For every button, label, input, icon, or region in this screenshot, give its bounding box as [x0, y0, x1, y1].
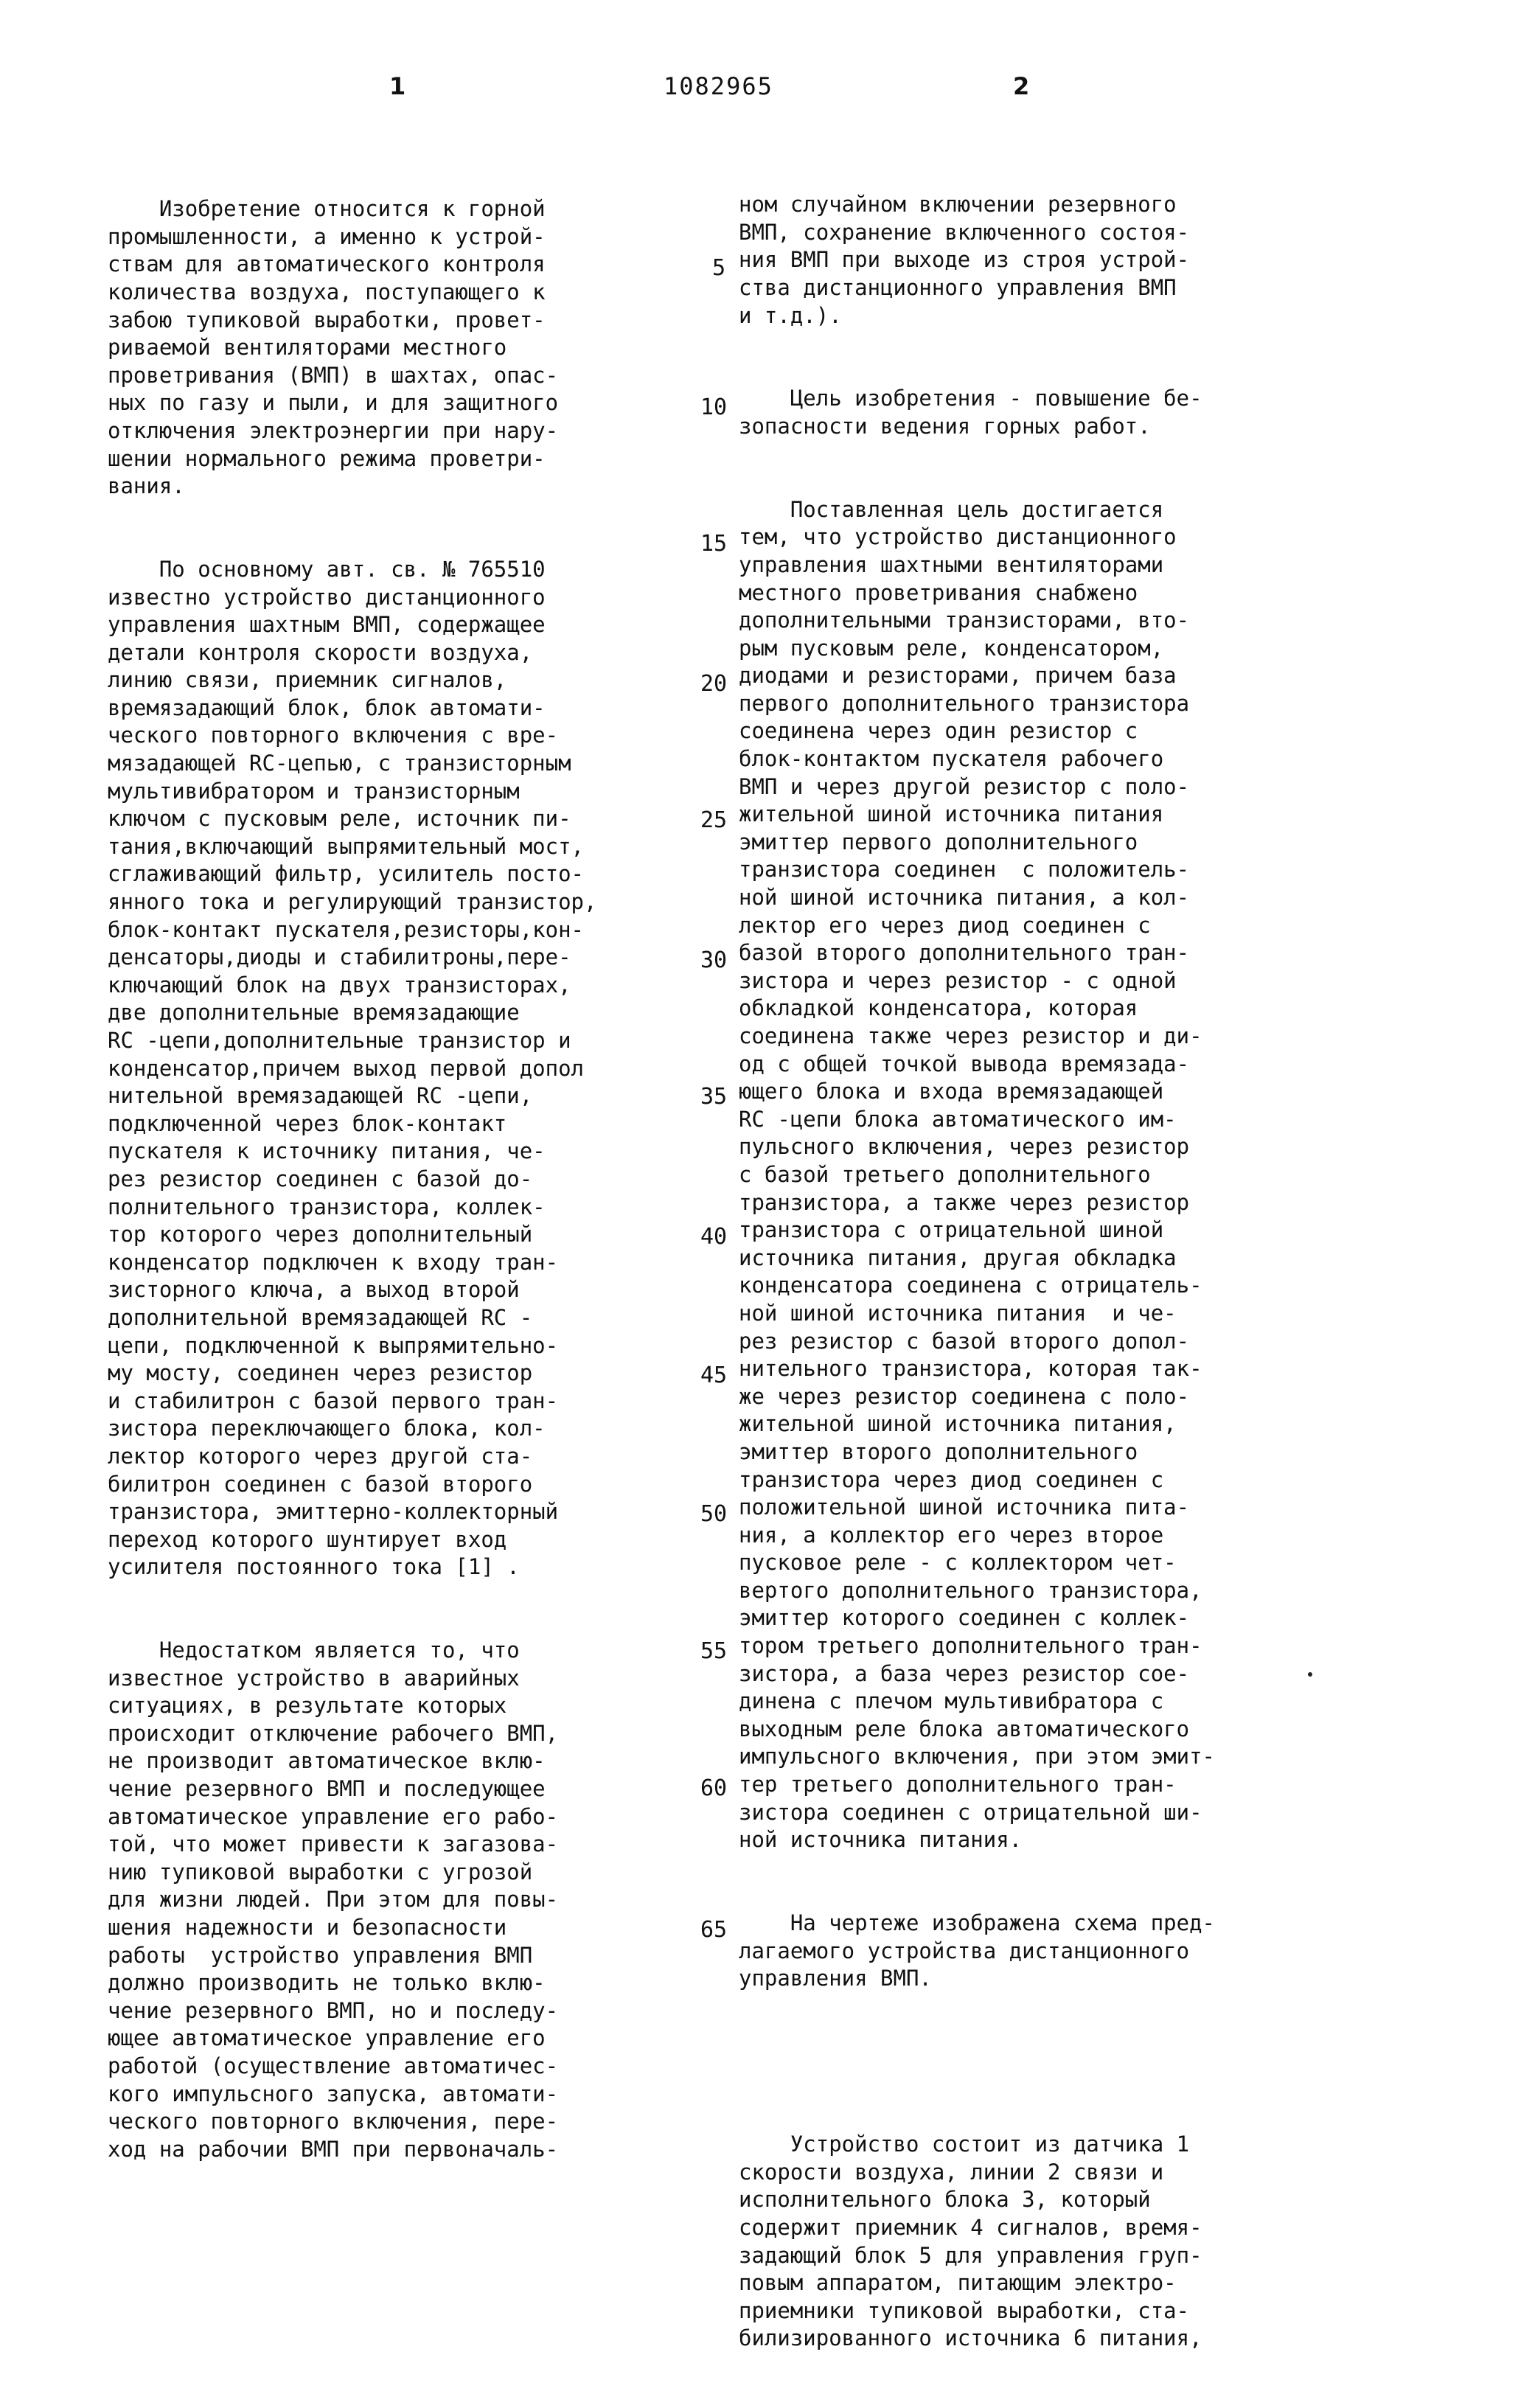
patent-number: 1082965 [664, 72, 773, 100]
paragraph-drawing-note: На чертеже изображена схема пред- лагаемого устройства дистанционного управления ВМП. [739, 1910, 1216, 1991]
paragraph-device-description: Устройство состоит из датчика 1 скорости воздуха, линии 2 связи и исполнительного блока 3, который содержит приемник 4 сигналов, время- задающий блок 5 для управления груп- повым аппаратом, питающим электро- приемники тупиковой выработки, ста- билизированного источника 6 питания, [739, 2132, 1202, 2351]
line-number: 50 [700, 1501, 728, 1527]
paragraph-purpose: Цель изобретения - повышение бе- зопасности ведения горных работ. [739, 386, 1202, 439]
line-number: 25 [700, 807, 728, 833]
line-number: 55 [700, 1638, 728, 1664]
line-number: 40 [700, 1224, 728, 1250]
paragraph-solution: Поставленная цель достигается тем, что устройство дистанционного управления шахтными вентиляторами местного проветривания снабжено дополнительными транзисторами, вто- рым пусковым реле, конденсатором, диодами и резисторами, причем база первого дополнительного транзистора соединена через один резистор с блок-контактом пускателя рабочего ВМП и через другой резистор с поло- жительной шиной источника питания эмиттер первого дополнительного транзистора соединен с положитель- ной шиной источника питания, а кол- лектор его через диод соединен с базой второго дополнительного тран- зистора и через резистор - с одной обкладкой конденсатора, которая соединена также через резистор и ди- од с общей точкой вывода времязада- ющего блока и входа времязадающей RC -цепи блока автоматического им- пульсного включения, через резистор с базой третьего дополнительного транзистора, а также через резистор транзистора с отрицательной шиной источника питания, другая обкладка конденсатора соединена с отрицатель- ной шиной источника питания и че- рез резистор с базой второго допол- нительного транзистора, которая так- же через резистор соединена с поло- жительной шиной источника питания, эмиттер второго дополнительного транзистора через диод соединен с положительной шиной источника пита- ния, а коллектор его через второе пусковое реле - с коллектором чет- вертого дополнительного транзистора, эмиттер которого соединен с коллек- тором третьего дополнительного тран- зистора, а база через резистор сое- динена с плечом мультивибратора с выходным реле блока автоматического импульсного включения, при этом эмит- тер третьего дополнительного тран- зистора соединен с отрицательной ши- ной источника питания. [739, 496, 1216, 1853]
paragraph-field-of-invention: Изобретение относится к горной промышленности, а именно к устрой- ствам для автоматического контроля количества воздуха, поступающего к забою тупиковой выработки, провет- риваемой вентиляторами местного проветривания (ВМП) в шахтах, опас- ных по газу и пыли, и для защитного отключения электроэнергии при нару- шении нормального режима проветри- вания. [108, 196, 559, 499]
line-number: 30 [700, 947, 728, 973]
line-number: 35 [700, 1084, 728, 1110]
line-number: 20 [700, 671, 728, 697]
paragraph-gap [739, 2048, 1388, 2075]
right-column-number: 2 [1013, 72, 1030, 100]
right-text-column [739, 136, 1388, 2408]
paragraph-drawbacks: Недостатком является то, что известное устройство в аварийных ситуациях, в результате которых происходит отключение рабочего ВМП, не производит автоматическое вклю- чение резервного ВМП и последующее автоматическое управление его рабо- той, что может привести к загазова- нию тупиковой выработки с угрозой для жизни людей. При этом для повы- шения надежности и безопасности работы устройство управления ВМП должно производить не только вклю- чение резервного ВМП, но и последу- ющее автоматическое управление его работой (осуществление автоматичес- кого импульсного запуска, автомати- ческого повторного включения, пере- ход на рабочии ВМП при первоначаль- [108, 1638, 559, 2162]
paragraph-continuation: ном случайном включении резервного ВМП, сохранение включенного состоя- ния ВМП при выходе из строя устрой- ства дистанционного управления ВМП и т.д.). [739, 192, 1190, 328]
line-number: 45 [700, 1363, 728, 1388]
left-column-number: 1 [389, 72, 406, 100]
stray-mark [1308, 1672, 1312, 1677]
paragraph-prior-art: По основному авт. св. № 765510 известно устройство дистанционного управления шахтным ВМП, содержащее детали контроля скорости воздуха, линию связи, приемник сигналов, времязадающий блок, блок автомати- ческого повторного включения с вре- мязадающей RC-цепью, с транзисторным мультивибратором и транзисторным ключом с пусковым реле, источник пи- тания,включающий выпрямительный мост, сглаживающий фильтр, усилитель посто- янного тока и регулирующий транзистор, блок-контакт пускателя,резисторы,кон- денсаторы,диоды и стабилитроны,пере- ключающий блок на двух транзисторах, две дополнительные времязадающие RC -цепи,дополнительные транзистор и конденсатор,причем выход первой допол нительной времязадающей RC -цепи, подключенной через блок-контакт пускателя к источнику питания, че- рез резистор соединен с базой до- полнительного транзистора, коллек- тор которого через дополнительный конденсатор подключен к входу тран- зисторного ключа, а выход второй дополнительной времязадающей RC - цепи, подключенной к выпрямительно- му мосту, соединен через резистор и стабилитрон с базой первого тран- зистора переключающего блока, кол- лектор которого через другой ста- билитрон соединен с базой второго транзистора, эмиттерно-коллекторный переход которого шунтирует вход усилителя постоянного тока [1] . [108, 556, 597, 1580]
line-number: 65 [700, 1917, 728, 1943]
line-number: 5 [712, 255, 726, 281]
line-number: 60 [700, 1775, 728, 1801]
left-text-column [108, 140, 712, 2219]
line-number: 15 [700, 531, 728, 557]
line-number: 10 [700, 394, 728, 420]
